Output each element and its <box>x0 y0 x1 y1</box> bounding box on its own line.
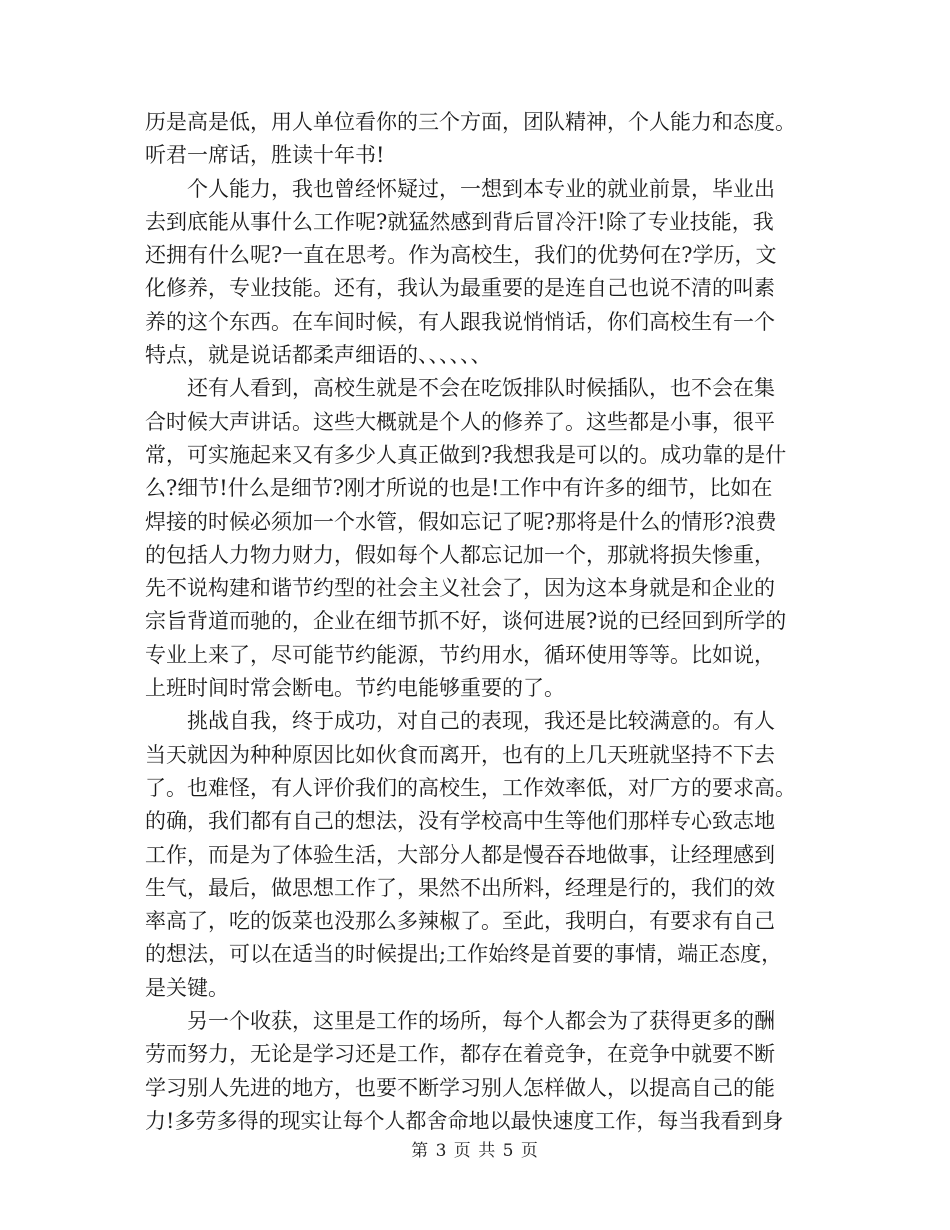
text-line: 合时候大声讲话。这些大概就是个人的修养了。这些都是小事，很平 <box>145 409 775 434</box>
text-line: 率高了，吃的饭菜也没那么多辣椒了。至此，我明白，有要求有自己 <box>145 909 775 934</box>
text-line: 特点，就是说话都柔声细语的、、、、、、 <box>145 343 492 368</box>
text-line: 先不说构建和谐节约型的社会主义社会了，因为这本身就是和企业的 <box>145 576 775 601</box>
text-line: 了。也难怪，有人评价我们的高校生，工作效率低，对厂方的要求高。 <box>145 775 796 800</box>
text-line: 的想法，可以在适当的时候提出;工作始终是首要的事情，端正态度， <box>145 942 783 967</box>
text-line: 是关键。 <box>145 975 229 1000</box>
text-line: 专业上来了，尽可能节约能源，节约用水，循环使用等等。比如说， <box>145 642 775 667</box>
text-line: 当天就因为种种原因比如伙食而离开，也有的上几天班就坚持不下去 <box>145 742 775 767</box>
text-line: 焊接的时候必须加一个水管，假如忘记了呢?那将是什么的情形?浪费 <box>145 509 777 534</box>
text-line: 还有人看到，高校生就是不会在吃饭排队时候插队，也不会在集 <box>187 376 775 401</box>
text-line: 养的这个东西。在车间时候，有人跟我说悄悄话，你们高校生有一个 <box>145 309 775 334</box>
text-line: 劳而努力，无论是学习还是工作，都存在着竞争，在竞争中就要不断 <box>145 1042 775 1067</box>
page-footer: 第 3 页 共 5 页 <box>411 1141 539 1161</box>
body-text <box>145 106 809 1138</box>
text-line: 工作，而是为了体验生活，大部分人都是慢吞吞地做事，让经理感到 <box>145 842 775 867</box>
text-line: 常，可实施起来又有多少人真正做到?我想我是可以的。成功靠的是什 <box>145 442 787 467</box>
text-line: 听君一席话，胜读十年书! <box>145 143 385 168</box>
text-line: 去到底能从事什么工作呢?就猛然感到背后冒冷汗!除了专业技能，我 <box>145 209 774 234</box>
text-line: 上班时间时常会断电。节约电能够重要的了。 <box>145 676 565 701</box>
text-line: 宗旨背道而驰的，企业在细节抓不好，谈何进展?说的已经回到所学的 <box>145 609 787 634</box>
text-line: 生气，最后，做思想工作了，果然不出所料，经理是行的，我们的效 <box>145 875 775 900</box>
text-line: 学习别人先进的地方，也要不断学习别人怎样做人，以提高自己的能 <box>145 1075 775 1100</box>
text-line: 化修养，专业技能。还有，我认为最重要的是连自己也说不清的叫素 <box>145 276 775 301</box>
text-line: 个人能力，我也曾经怀疑过，一想到本专业的就业前景，毕业出 <box>187 176 775 201</box>
text-line: 还拥有什么呢?一直在思考。作为高校生，我们的优势何在?学历，文 <box>145 243 777 268</box>
text-line: 另一个收获，这里是工作的场所，每个人都会为了获得更多的酬 <box>187 1009 775 1034</box>
text-line: 力!多劳多得的现实让每个人都舍命地以最快速度工作，每当我看到身 <box>145 1108 784 1133</box>
text-line: 的包括人力物力财力，假如每个人都忘记加一个，那就将损失惨重， <box>145 542 775 567</box>
text-line: 挑战自我，终于成功，对自己的表现，我还是比较满意的。有人 <box>187 709 775 734</box>
text-line: 的确，我们都有自己的想法，没有学校高中生等他们那样专心致志地 <box>145 809 775 834</box>
text-line: 历是高是低，用人单位看你的三个方面，团队精神，个人能力和态度。 <box>145 110 796 134</box>
text-line: 么?细节!什么是细节?刚才所说的也是!工作中有许多的细节，比如在 <box>145 476 773 501</box>
